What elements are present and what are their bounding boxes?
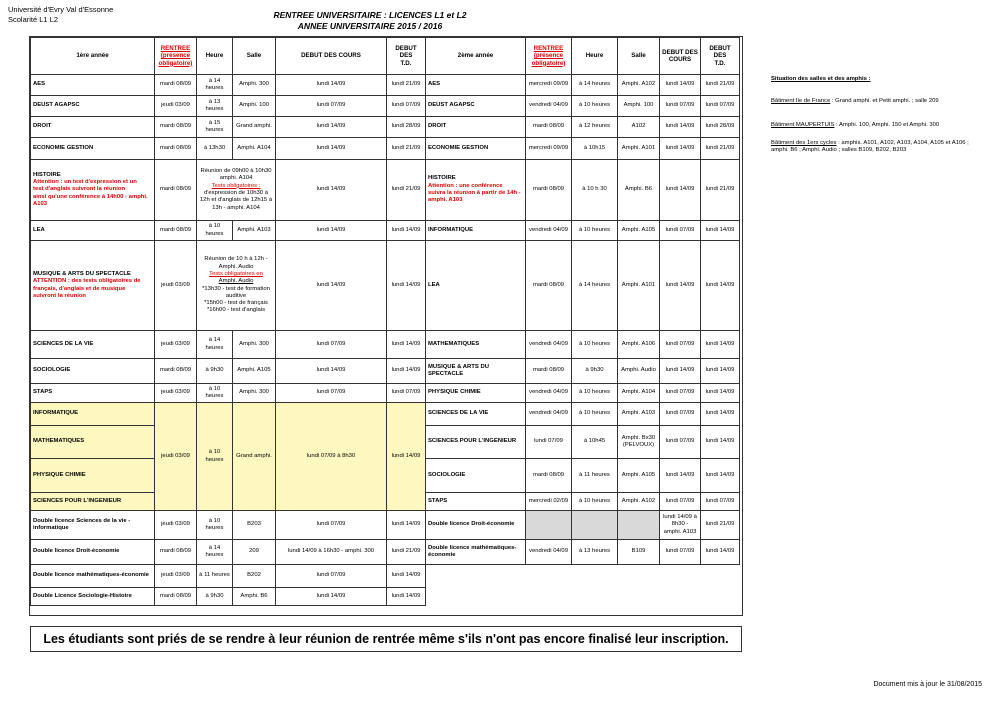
col-salle-2: Salle — [618, 38, 660, 75]
table-cell: lundi 21/09 — [387, 540, 426, 565]
filiere-cell: Double licence mathématiques-économie — [31, 565, 155, 588]
table-cell: lundi 28/09 — [701, 117, 740, 138]
filiere-cell: PHYSIQUE CHIMIE — [426, 384, 526, 403]
table-row — [31, 511, 426, 540]
table-cell: vendredi 04/09 — [526, 96, 572, 117]
table-row — [31, 160, 426, 221]
col-heure: Heure — [197, 38, 233, 75]
table-cell: Amphi. A101 — [618, 241, 660, 331]
table-cell: lundi 07/09 — [660, 493, 701, 511]
table-cell — [618, 511, 660, 540]
filiere-cell: DEUST AGAPSC — [31, 96, 155, 117]
table-cell: Amphi. A101 — [618, 138, 660, 160]
table-row — [426, 96, 740, 117]
table-cell: à 13 heures — [572, 540, 618, 565]
musique-reunion: Réunion de 10 h à 12h - Amphi. Audio Tests obligatoires en Amphi. Audio *13h30 - test de formation auditive *15h00 - test de français *16h00 - test d'anglais — [197, 241, 276, 331]
filiere-cell: Double licence Droit-économie — [426, 511, 526, 540]
table-cell: Amphi. A106 — [618, 331, 660, 359]
histoire-reunion: Réunion de 09h00 à 10h30 amphi. A104 Tests obligatoires : d'expression de 10h30 à 12h et d'anglais de 12h15 à 13h - amphi. A104 — [197, 160, 276, 221]
table-cell: lundi 14/09 — [660, 459, 701, 493]
table-row — [426, 384, 740, 403]
table-cell: à 10 heures — [572, 384, 618, 403]
droit-eco-cours: lundi 14/09 à 8h30 - amphi. A103 — [660, 511, 701, 540]
table-cell: Amphi. A105 — [618, 459, 660, 493]
filiere-cell: LEA — [426, 241, 526, 331]
filiere-cell: DROIT — [31, 117, 155, 138]
table-cell: mardi 08/09 — [155, 117, 197, 138]
col-rentree-2: RENTREE (présence obligatoire) — [526, 38, 572, 75]
table-cell: Amphi. A104 — [618, 384, 660, 403]
filiere-cell: ECONOMIE GESTION — [31, 138, 155, 160]
table-row — [426, 241, 740, 331]
table-cell: jeudi 03/09 — [155, 565, 197, 588]
filiere-cell: HISTOIRE Attention : une conférence suivra la réunion à partir de 14h - amphi. A103 — [426, 160, 526, 221]
table-cell: Amphi. Audio — [618, 359, 660, 384]
col-year2: 2ème année — [426, 38, 526, 75]
table-cell: lundi 14/09 — [387, 511, 426, 540]
table-cell: mardi 08/09 — [526, 359, 572, 384]
table-cell: B203 — [233, 511, 276, 540]
histoire-cell: HISTOIRE Attention : un test d'expression et un test d'anglais suivront la réunion ainsi qu'une conférence à 14h00 - amphi. A103 — [31, 160, 155, 221]
col-debut-td: DEBUT DES T.D. — [387, 38, 426, 75]
university-header — [8, 5, 113, 25]
table-cell: lundi 21/09 — [701, 511, 740, 540]
table-cell: lundi 14/09 — [701, 384, 740, 403]
table-cell: lundi 14/09 — [276, 160, 387, 221]
second-year-table — [425, 37, 740, 565]
table-row — [31, 117, 426, 138]
update-date: Document mis à jour le 31/08/2015 — [873, 681, 982, 688]
building-idf: Bâtiment Ile de France : Grand amphi. et Petit amphi. ; salle 209 — [771, 98, 939, 104]
table-row — [31, 331, 426, 359]
table-cell: vendredi 04/09 — [526, 403, 572, 426]
filiere-cell: MUSIQUE & ARTS DU SPECTACLE — [426, 359, 526, 384]
table-cell: à 14 heures — [572, 75, 618, 96]
table-cell: lundi 14/09 — [387, 565, 426, 588]
table-cell: lundi 14/09 — [387, 221, 426, 241]
sciences-heure: à 10 heures — [197, 403, 233, 511]
table-cell: lundi 14/09 — [701, 459, 740, 493]
table-cell: à 9h30 — [197, 588, 233, 606]
table-cell: vendredi 04/09 — [526, 540, 572, 565]
table-cell: lundi 14/09 — [701, 221, 740, 241]
table-cell: lundi 14/09 — [660, 241, 701, 331]
table-row — [426, 359, 740, 384]
table-cell: lundi 14/09 — [276, 138, 387, 160]
filiere-cell: Double licence Sciences de la vie - informatique — [31, 511, 155, 540]
table-cell: à 11 heures — [572, 459, 618, 493]
filiere-cell: MATHEMATIQUES — [426, 331, 526, 359]
document-title — [230, 10, 510, 32]
sciences-date: jeudi 03/09 — [155, 403, 197, 511]
table-cell: Amphi. 100 — [233, 96, 276, 117]
table-row — [426, 138, 740, 160]
table-cell: mardi 08/09 — [526, 459, 572, 493]
table-cell: à 10 heures — [572, 96, 618, 117]
table-cell — [572, 511, 618, 540]
table-row — [426, 540, 740, 565]
table-cell: jeudi 03/09 — [155, 241, 197, 331]
table-cell: lundi 21/09 — [387, 138, 426, 160]
filiere-cell: INFORMATIQUE — [426, 221, 526, 241]
first-year-table — [30, 37, 426, 606]
table-cell: lundi 14/09 — [276, 241, 387, 331]
table-cell: Amphi. 300 — [233, 331, 276, 359]
table-cell: mardi 08/09 — [155, 75, 197, 96]
filiere-cell: INFORMATIQUE — [31, 403, 155, 426]
table-cell: à 10 heures — [572, 403, 618, 426]
table-cell: lundi 14/09 — [701, 331, 740, 359]
filiere-cell: DROIT — [426, 117, 526, 138]
table-cell: à 10 h 30 — [572, 160, 618, 221]
col-debut-cours: DEBUT DES COURS — [276, 38, 387, 75]
table-row — [426, 403, 740, 426]
table-cell: Amphi. A102 — [618, 75, 660, 96]
table-row — [426, 117, 740, 138]
table-row — [426, 221, 740, 241]
filiere-cell: DEUST AGAPSC — [426, 96, 526, 117]
department-name: Scolarité L1 L2 — [8, 15, 59, 24]
table-cell: Amphi. A102 — [618, 493, 660, 511]
table-cell: lundi 14/09 — [276, 117, 387, 138]
table-cell: Amphi. B6 — [618, 160, 660, 221]
table-row — [426, 75, 740, 96]
table-row — [31, 403, 426, 426]
table-cell: lundi 14/09 — [701, 426, 740, 459]
table-cell: à 11 heures — [197, 565, 233, 588]
table-cell: lundi 07/09 — [276, 96, 387, 117]
table-cell: Amphi. B6 — [233, 588, 276, 606]
table-cell: à 10 heures — [572, 221, 618, 241]
table-cell — [526, 511, 572, 540]
filiere-cell: PHYSIQUE CHIMIE — [31, 459, 155, 493]
table-cell: vendredi 04/09 — [526, 221, 572, 241]
table-row — [426, 459, 740, 493]
table-cell: lundi 07/09 — [276, 384, 387, 403]
filiere-cell: SCIENCES DE LA VIE — [31, 331, 155, 359]
table-row — [31, 138, 426, 160]
table-row — [31, 588, 426, 606]
table-cell: lundi 07/09 — [276, 331, 387, 359]
sciences-salle: Grand amphi. — [233, 403, 276, 511]
table-cell: à 15 heures — [197, 117, 233, 138]
table-cell: lundi 14/09 — [387, 588, 426, 606]
filiere-cell: Double licence mathématiques-économie — [426, 540, 526, 565]
table-cell: lundi 14/09 — [276, 359, 387, 384]
col-year1: 1ère année — [31, 38, 155, 75]
col-salle: Salle — [233, 38, 276, 75]
table-cell: lundi 14/09 — [701, 403, 740, 426]
table-cell: lundi 14/09 — [387, 241, 426, 331]
table-cell: Amphi. A103 — [233, 221, 276, 241]
filiere-cell: SCIENCES POUR L'INGENIEUR — [31, 493, 155, 511]
table-cell: à 10h45 — [572, 426, 618, 459]
table-cell: lundi 07/09 — [660, 403, 701, 426]
table-cell: lundi 07/09 — [660, 96, 701, 117]
table-cell: mardi 08/09 — [155, 359, 197, 384]
table-cell: 209 — [233, 540, 276, 565]
table-cell: à 14 heures — [197, 75, 233, 96]
notice-banner: Les étudiants sont priés de se rendre à leur réunion de rentrée même s'ils n'ont pas encore finalisé leur inscription. — [30, 626, 742, 652]
table-cell: lundi 14/09 — [660, 160, 701, 221]
histoire-note: Attention : un test d'expression et un test d'anglais suivront la réunion ainsi qu'une conférence à 14h00 - amphi. A103 — [33, 179, 148, 207]
table-cell: à 14 heures — [572, 241, 618, 331]
filiere-cell: STAPS — [31, 384, 155, 403]
filiere-cell: Double Licence Sociologie-Histoire — [31, 588, 155, 606]
table-cell: mardi 08/09 — [526, 160, 572, 221]
table-cell: lundi 07/09 — [660, 221, 701, 241]
table-cell: lundi 21/09 — [701, 160, 740, 221]
university-name: Université d'Evry Val d'Essonne — [8, 5, 114, 14]
filiere-cell: STAPS — [426, 493, 526, 511]
table-cell: à 13h30 — [197, 138, 233, 160]
table-cell: lundi 21/09 — [387, 75, 426, 96]
table-cell: à 9h30 — [197, 359, 233, 384]
table-cell: lundi 21/09 — [387, 160, 426, 221]
table-cell: mardi 08/09 — [155, 540, 197, 565]
table-cell: Amphi. A104 — [233, 138, 276, 160]
title-line-1: RENTREE UNIVERSITAIRE : LICENCES L1 et L2 — [273, 10, 467, 20]
table-cell: jeudi 03/09 — [155, 96, 197, 117]
table-cell: vendredi 04/09 — [526, 331, 572, 359]
table-cell: lundi 07/09 — [387, 384, 426, 403]
filiere-cell: SCIENCES POUR L'INGENIEUR — [426, 426, 526, 459]
table-cell: à 10 heures — [572, 331, 618, 359]
table-cell: lundi 07/09 — [660, 331, 701, 359]
table-row — [31, 359, 426, 384]
table-cell: B202 — [233, 565, 276, 588]
table-row — [31, 96, 426, 117]
col-rentree: RENTREE (présence obligatoire) — [155, 38, 197, 75]
col-debut-cours-2: DEBUT DES COURS — [660, 38, 701, 75]
table-cell: lundi 28/09 — [387, 117, 426, 138]
table-cell: Amphi. 100 — [618, 96, 660, 117]
table-row — [426, 511, 740, 540]
sciences-td: lundi 14/09 — [387, 403, 426, 511]
table-cell: mardi 08/09 — [155, 160, 197, 221]
musique-note: ATTENTION : des tests obligatoires de français, d'anglais et de musique suivront la réunion — [33, 278, 141, 299]
table-row — [426, 493, 740, 511]
col-debut-td-2: DEBUT DES T.D. — [701, 38, 740, 75]
table-cell: mardi 08/09 — [526, 117, 572, 138]
table-cell: lundi 07/09 — [660, 384, 701, 403]
table-cell: Amphi. 300 — [233, 75, 276, 96]
table-cell: lundi 07/09 — [276, 565, 387, 588]
table-cell: lundi 07/09 — [660, 426, 701, 459]
table-row — [426, 160, 740, 221]
table-cell: Amphi. A103 — [618, 403, 660, 426]
filiere-cell: Double licence Droit-économie — [31, 540, 155, 565]
table-cell: Amphi. Bx30 (PELVOUX) — [618, 426, 660, 459]
table-cell: jeudi 03/09 — [155, 331, 197, 359]
table-cell: mercredi 09/09 — [526, 75, 572, 96]
table-cell: à 14 heures — [197, 540, 233, 565]
table-cell: à 10 heures — [197, 221, 233, 241]
table-row — [31, 75, 426, 96]
table-row — [31, 221, 426, 241]
table-row — [31, 384, 426, 403]
filiere-cell: AES — [31, 75, 155, 96]
table-cell: à 10 heures — [197, 384, 233, 403]
table-row — [31, 565, 426, 588]
rooms-info-title: Situation des salles et des amphis : — [771, 76, 871, 82]
filiere-cell: SOCIOLOGIE — [426, 459, 526, 493]
building-maupertuis: Bâtiment MAUPERTUIS : Amphi. 100, Amphi. 150 et Amphi. 300 — [771, 122, 940, 128]
table-cell: à 10 heures — [197, 511, 233, 540]
table-cell: lundi 07/09 — [387, 96, 426, 117]
table-cell: à 14 heures — [197, 331, 233, 359]
table-cell: B109 — [618, 540, 660, 565]
table-cell: à 9h30 — [572, 359, 618, 384]
filiere-cell: ECONOMIE GESTION — [426, 138, 526, 160]
col-heure-2: Heure — [572, 38, 618, 75]
table-cell: à 12 heures — [572, 117, 618, 138]
histoire2-note: Attention : une conférence suivra la réunion à partir de 14h - amphi. A103 — [428, 182, 521, 204]
table-cell: lundi 14/09 — [387, 359, 426, 384]
table-cell: lundi 07/09 — [526, 426, 572, 459]
table-cell: Amphi. A105 — [233, 359, 276, 384]
table-cell: lundi 14/09 — [276, 221, 387, 241]
table-cell: lundi 14/09 — [701, 540, 740, 565]
table-cell: jeudi 03/09 — [155, 384, 197, 403]
table-cell: Amphi. 300 — [233, 384, 276, 403]
table-cell: mardi 08/09 — [155, 221, 197, 241]
building-1ers-cycles: Bâtiment des 1ers cycles : amphis. A101, A102, A103, A104, A105 et A106 ; amphi. B6 ; Amphi. Audio ; salles B109, B202, B203 — [771, 140, 969, 154]
filiere-cell: LEA — [31, 221, 155, 241]
table-cell: à 10h15 — [572, 138, 618, 160]
table-cell: Amphi. A105 — [618, 221, 660, 241]
table-cell: lundi 07/09 — [701, 493, 740, 511]
table-cell: mardi 08/09 — [526, 241, 572, 331]
table-cell: lundi 14/09 — [660, 359, 701, 384]
table-cell: mardi 08/09 — [155, 138, 197, 160]
table-cell: mercredi 09/09 — [526, 138, 572, 160]
filiere-cell: SCIENCES DE LA VIE — [426, 403, 526, 426]
table-cell: mardi 08/09 — [155, 588, 197, 606]
table-cell: lundi 14/09 — [701, 359, 740, 384]
table-cell: vendredi 04/09 — [526, 384, 572, 403]
table-row — [426, 331, 740, 359]
title-line-2: ANNEE UNIVERSITAIRE 2015 / 2016 — [297, 21, 443, 31]
table-cell: lundi 21/09 — [701, 138, 740, 160]
filiere-cell: SOCIOLOGIE — [31, 359, 155, 384]
filiere-cell: MATHEMATIQUES — [31, 426, 155, 459]
table-row — [31, 540, 426, 565]
table-cell: à 13 heures — [197, 96, 233, 117]
sciences-cours: lundi 07/09 à 8h30 — [276, 403, 387, 511]
table-cell: Grand amphi. — [233, 117, 276, 138]
table-cell: mercredi 02/09 — [526, 493, 572, 511]
table-cell: lundi 14/09 — [387, 331, 426, 359]
table-cell: lundi 07/09 — [660, 540, 701, 565]
table-cell: lundi 14/09 — [701, 241, 740, 331]
table-cell: lundi 14/09 — [276, 588, 387, 606]
filiere-cell: AES — [426, 75, 526, 96]
table-cell: A102 — [618, 117, 660, 138]
table-cell: lundi 07/09 — [276, 511, 387, 540]
table-cell: lundi 14/09 à 16h30 - amphi. 300 — [276, 540, 387, 565]
table-cell: lundi 14/09 — [276, 75, 387, 96]
musique-cell: MUSIQUE & ARTS DU SPECTACLE ATTENTION : des tests obligatoires de français, d'anglais et de musique suivront la réunion — [31, 241, 155, 331]
table-cell: lundi 14/09 — [660, 75, 701, 96]
table-cell: lundi 14/09 — [660, 117, 701, 138]
table-cell: jeudi 03/09 — [155, 511, 197, 540]
table-row — [426, 426, 740, 459]
table-cell: à 10 heures — [572, 493, 618, 511]
table-cell: lundi 21/09 — [701, 75, 740, 96]
table-cell: lundi 14/09 — [660, 138, 701, 160]
table-row — [31, 241, 426, 331]
table-cell: lundi 07/09 — [701, 96, 740, 117]
